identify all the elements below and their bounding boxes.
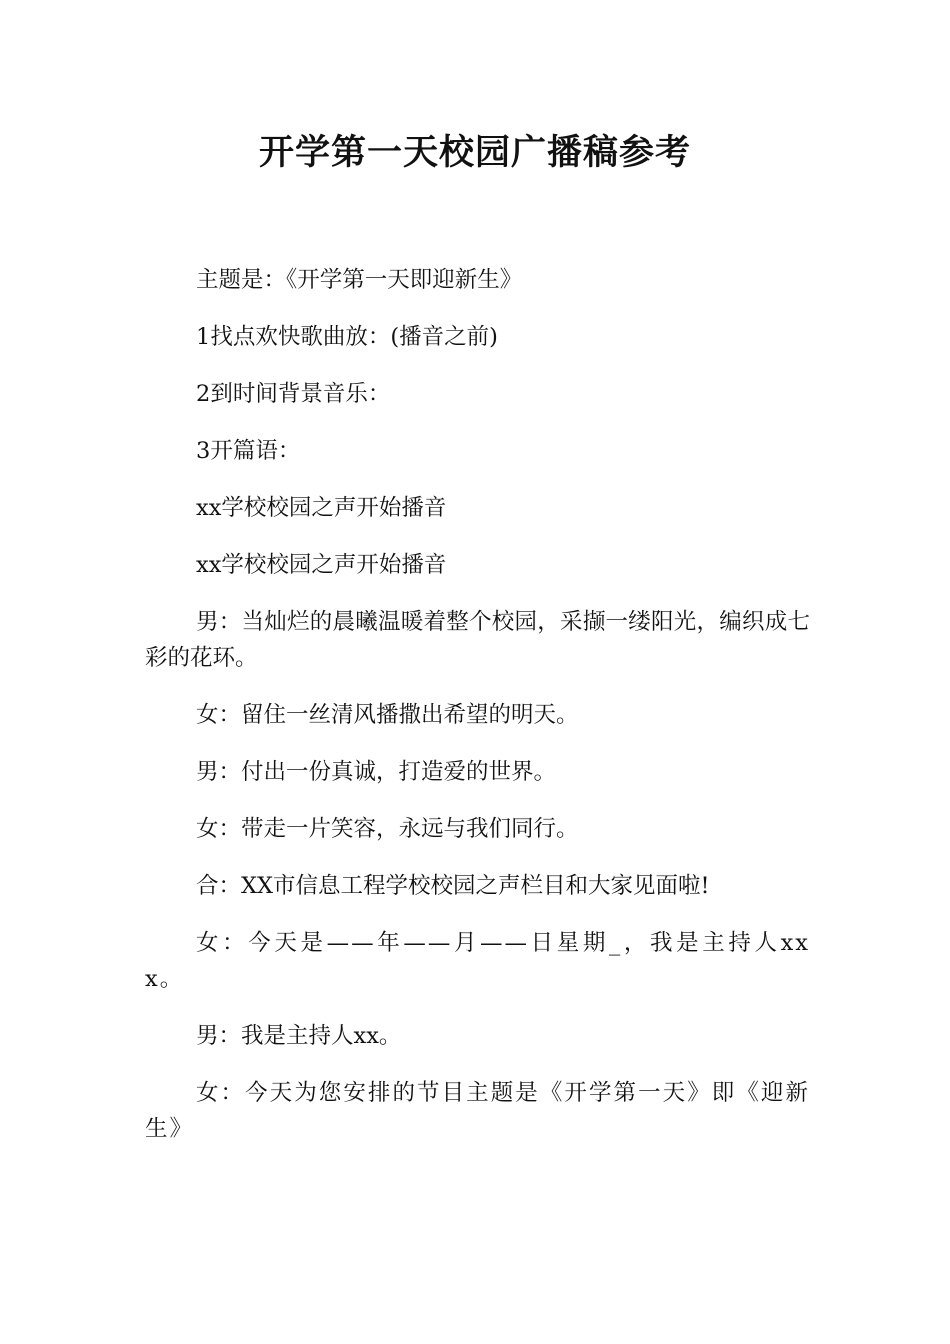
- paragraph-female-4: 女：今天为您安排的节目主题是《开学第一天》即《迎新生》: [145, 1080, 810, 1142]
- document-title: 开学第一天校园广播稿参考: [258, 133, 691, 173]
- paragraph-female-2: 女：带走一片笑容，永远与我们同行。: [196, 816, 579, 842]
- paragraph-opening-1: xx学校校园之声开始播音: [196, 495, 447, 521]
- document-body: [145, 262, 810, 1168]
- paragraph-theme: 主题是：《开学第一天即迎新生》: [196, 267, 523, 293]
- paragraph-step-1: 1找点欢快歌曲放：(播音之前): [196, 324, 498, 350]
- paragraph-opening-2: xx学校校园之声开始播音: [196, 552, 447, 578]
- paragraph-male-1: 男：当灿烂的晨曦温暖着整个校园，采撷一缕阳光，编织成七彩的花环。: [145, 609, 810, 671]
- paragraph-step-2: 2到时间背景音乐：: [196, 381, 391, 407]
- paragraph-male-3: 男：我是主持人xx。: [196, 1023, 402, 1049]
- paragraph-female-3: 女：今天是——年——月——日星期_，我是主持人xxx。: [145, 930, 810, 992]
- paragraph-male-2: 男：付出一份真诚，打造爱的世界。: [196, 759, 557, 785]
- paragraph-female-1: 女：留住一丝清风播撒出希望的明天。: [196, 702, 579, 728]
- paragraph-step-3: 3开篇语：: [196, 438, 301, 464]
- paragraph-together: 合：XX市信息工程学校校园之声栏目和大家见面啦!: [196, 873, 710, 899]
